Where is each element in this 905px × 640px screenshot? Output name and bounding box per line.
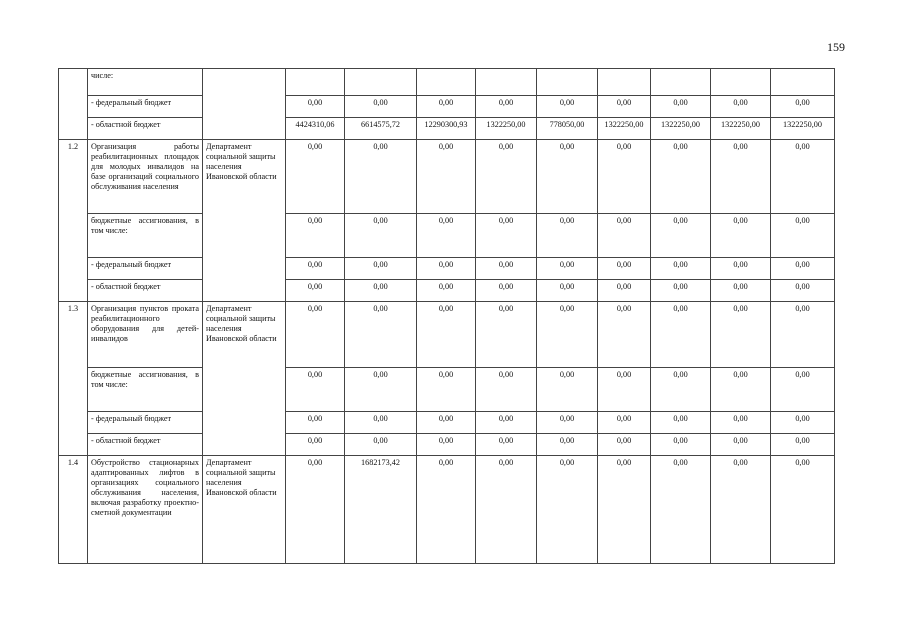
value-cell: 0,00 xyxy=(286,258,345,280)
value-cell: 0,00 xyxy=(598,456,651,564)
value-cell: 0,00 xyxy=(345,214,417,258)
value-cell: 0,00 xyxy=(598,96,651,118)
value-cell: 0,00 xyxy=(417,280,476,302)
value-cell: 0,00 xyxy=(771,96,835,118)
value-cell: 0,00 xyxy=(417,456,476,564)
value-cell: 0,00 xyxy=(598,434,651,456)
value-cell: 0,00 xyxy=(417,434,476,456)
item-name-cell: числе: xyxy=(88,69,203,96)
value-cell: 0,00 xyxy=(651,258,711,280)
value-cell: 1322250,00 xyxy=(711,118,771,140)
value-cell: 0,00 xyxy=(711,280,771,302)
value-cell: 0,00 xyxy=(476,140,537,214)
item-name-cell: бюджетные ассигнования, в том числе: xyxy=(88,368,203,412)
value-cell xyxy=(345,69,417,96)
item-name-cell: - федеральный бюджет xyxy=(88,96,203,118)
row-index-cell: 1.3 xyxy=(59,302,88,456)
value-cell: 0,00 xyxy=(651,280,711,302)
value-cell: 0,00 xyxy=(476,96,537,118)
row-index-cell xyxy=(59,69,88,140)
value-cell: 0,00 xyxy=(417,412,476,434)
table-row xyxy=(59,434,835,456)
item-name-cell: - областной бюджет xyxy=(88,434,203,456)
value-cell: 1322250,00 xyxy=(651,118,711,140)
value-cell: 0,00 xyxy=(651,368,711,412)
table-row xyxy=(59,302,835,368)
value-cell xyxy=(286,69,345,96)
row-index-cell: 1.4 xyxy=(59,456,88,564)
value-cell: 0,00 xyxy=(286,368,345,412)
value-cell: 0,00 xyxy=(598,214,651,258)
table-row xyxy=(59,368,835,412)
value-cell xyxy=(417,69,476,96)
item-name-cell: - федеральный бюджет xyxy=(88,258,203,280)
executor-cell: Департамент социальной защиты населения Ивановской области xyxy=(203,302,286,456)
value-cell: 0,00 xyxy=(286,140,345,214)
value-cell: 0,00 xyxy=(651,434,711,456)
item-name-cell: - федеральный бюджет xyxy=(88,412,203,434)
value-cell xyxy=(598,69,651,96)
value-cell: 0,00 xyxy=(417,96,476,118)
value-cell: 0,00 xyxy=(771,456,835,564)
value-cell: 0,00 xyxy=(711,434,771,456)
value-cell: 0,00 xyxy=(598,302,651,368)
value-cell: 0,00 xyxy=(537,258,598,280)
value-cell: 0,00 xyxy=(286,96,345,118)
value-cell: 0,00 xyxy=(651,456,711,564)
value-cell: 0,00 xyxy=(286,412,345,434)
value-cell: 0,00 xyxy=(537,302,598,368)
value-cell: 0,00 xyxy=(476,412,537,434)
table-row xyxy=(59,96,835,118)
value-cell: 0,00 xyxy=(771,302,835,368)
value-cell: 0,00 xyxy=(771,412,835,434)
table-row xyxy=(59,412,835,434)
value-cell: 0,00 xyxy=(286,280,345,302)
value-cell: 1322250,00 xyxy=(598,118,651,140)
value-cell: 0,00 xyxy=(651,140,711,214)
value-cell: 0,00 xyxy=(537,434,598,456)
executor-cell: Департамент социальной защиты населения Ивановской области xyxy=(203,456,286,564)
value-cell: 0,00 xyxy=(286,456,345,564)
page-number: 159 xyxy=(827,40,845,54)
value-cell: 0,00 xyxy=(286,434,345,456)
value-cell: 0,00 xyxy=(537,280,598,302)
item-name-cell: Организация пунктов проката реабилитационного оборудования для детей-инвалидов xyxy=(88,302,203,368)
value-cell: 0,00 xyxy=(651,96,711,118)
value-cell: 0,00 xyxy=(651,412,711,434)
value-cell: 0,00 xyxy=(286,214,345,258)
value-cell: 0,00 xyxy=(476,280,537,302)
value-cell: 0,00 xyxy=(598,140,651,214)
value-cell: 0,00 xyxy=(345,368,417,412)
value-cell: 1682173,42 xyxy=(345,456,417,564)
value-cell: 0,00 xyxy=(651,214,711,258)
value-cell: 1322250,00 xyxy=(771,118,835,140)
value-cell xyxy=(651,69,711,96)
value-cell: 0,00 xyxy=(476,258,537,280)
value-cell: 0,00 xyxy=(711,258,771,280)
value-cell: 0,00 xyxy=(598,258,651,280)
value-cell: 0,00 xyxy=(476,368,537,412)
value-cell: 0,00 xyxy=(537,96,598,118)
table-row xyxy=(59,258,835,280)
value-cell: 0,00 xyxy=(417,140,476,214)
item-name-cell: - областной бюджет xyxy=(88,280,203,302)
value-cell: 12290300,93 xyxy=(417,118,476,140)
table-row xyxy=(59,69,835,96)
table-row xyxy=(59,214,835,258)
value-cell: 0,00 xyxy=(771,140,835,214)
value-cell xyxy=(476,69,537,96)
value-cell: 4424310,06 xyxy=(286,118,345,140)
value-cell: 0,00 xyxy=(345,302,417,368)
table-body xyxy=(59,69,835,564)
value-cell xyxy=(537,69,598,96)
value-cell: 0,00 xyxy=(537,368,598,412)
value-cell: 0,00 xyxy=(771,258,835,280)
table-row xyxy=(59,456,835,564)
value-cell: 0,00 xyxy=(476,456,537,564)
value-cell: 6614575,72 xyxy=(345,118,417,140)
value-cell: 0,00 xyxy=(417,214,476,258)
value-cell: 0,00 xyxy=(345,258,417,280)
value-cell: 778050,00 xyxy=(537,118,598,140)
value-cell: 0,00 xyxy=(537,456,598,564)
value-cell: 0,00 xyxy=(598,368,651,412)
value-cell: 0,00 xyxy=(417,368,476,412)
value-cell xyxy=(711,69,771,96)
value-cell: 0,00 xyxy=(598,280,651,302)
value-cell: 0,00 xyxy=(711,140,771,214)
executor-cell xyxy=(203,69,286,140)
value-cell: 0,00 xyxy=(345,96,417,118)
value-cell: 0,00 xyxy=(476,434,537,456)
value-cell: 0,00 xyxy=(537,412,598,434)
value-cell: 0,00 xyxy=(476,214,537,258)
value-cell: 0,00 xyxy=(476,302,537,368)
value-cell: 0,00 xyxy=(286,302,345,368)
value-cell: 0,00 xyxy=(771,280,835,302)
table-row xyxy=(59,280,835,302)
item-name-cell: - областной бюджет xyxy=(88,118,203,140)
value-cell: 0,00 xyxy=(598,412,651,434)
item-name-cell: бюджетные ассигнования, в том числе: xyxy=(88,214,203,258)
value-cell: 0,00 xyxy=(345,140,417,214)
value-cell: 0,00 xyxy=(711,214,771,258)
value-cell: 0,00 xyxy=(711,96,771,118)
row-index-cell: 1.2 xyxy=(59,140,88,302)
table-row xyxy=(59,140,835,214)
value-cell: 0,00 xyxy=(345,434,417,456)
value-cell: 0,00 xyxy=(651,302,711,368)
value-cell: 0,00 xyxy=(771,214,835,258)
value-cell: 0,00 xyxy=(711,456,771,564)
value-cell: 0,00 xyxy=(345,280,417,302)
value-cell: 0,00 xyxy=(711,412,771,434)
value-cell: 0,00 xyxy=(417,302,476,368)
value-cell: 0,00 xyxy=(711,368,771,412)
value-cell: 0,00 xyxy=(345,412,417,434)
value-cell: 0,00 xyxy=(417,258,476,280)
value-cell xyxy=(771,69,835,96)
value-cell: 1322250,00 xyxy=(476,118,537,140)
value-cell: 0,00 xyxy=(771,434,835,456)
value-cell: 0,00 xyxy=(771,368,835,412)
item-name-cell: Организация работы реабилитационных площадок для молодых инвалидов на базе организаций социального обслуживания населения xyxy=(88,140,203,214)
value-cell: 0,00 xyxy=(711,302,771,368)
budget-table xyxy=(58,68,835,564)
table-row xyxy=(59,118,835,140)
value-cell: 0,00 xyxy=(537,214,598,258)
value-cell: 0,00 xyxy=(537,140,598,214)
item-name-cell: Обустройство стационарных адаптированных лифтов в организациях социального обслуживания населения, включая разработку проектно-сметной документации xyxy=(88,456,203,564)
executor-cell: Департамент социальной защиты населения Ивановской области xyxy=(203,140,286,302)
